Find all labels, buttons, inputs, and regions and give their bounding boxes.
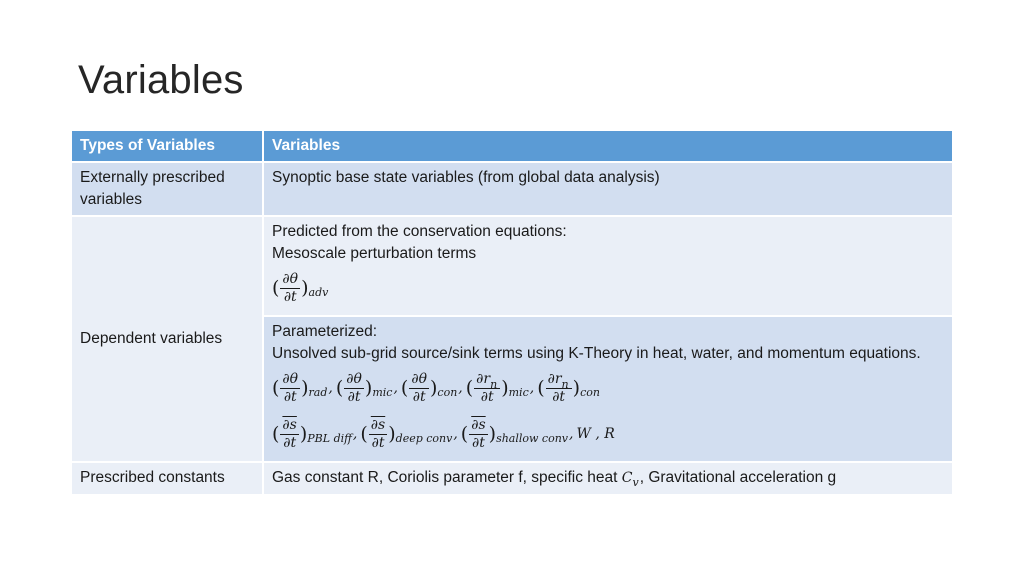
term-deep-sub: deep conv — [395, 432, 453, 445]
terms-row2: ( $\frac{\partial s}{\partial t}$ ) PBL diff , ( $\frac{\partial s}{\partial t}$ ) deep conv , ( $\frac{\partial s}{\partial t}$ ) shallow conv , W , R — [272, 416, 615, 451]
table-row — [71, 462, 953, 495]
term-rn-mic-num-sub: n — [490, 377, 498, 391]
term-deep-num: ∂s — [370, 416, 386, 433]
adv-den: ∂t — [283, 288, 297, 305]
table-row — [71, 162, 953, 216]
row-dependent-parameterized — [263, 316, 953, 462]
term-w-r: W , R — [576, 426, 615, 442]
cv-sub: v — [632, 476, 639, 489]
adv-term: ( $\frac{\partial\theta}{\partial t}$ ) adv — [272, 270, 329, 305]
row-constants-type: Prescribed constants — [71, 462, 263, 495]
term-con-sub: con — [437, 386, 458, 399]
term-con-den: ∂t — [412, 388, 426, 405]
predicted-line1: Predicted from the conservation equations: — [272, 223, 567, 240]
header-types: Types of Variables — [71, 130, 263, 162]
term-rn-mic-num: ∂r — [476, 370, 491, 387]
header-variables: Variables — [263, 130, 953, 162]
term-shallow-num: ∂s — [471, 416, 486, 433]
predicted-line2: Mesoscale perturbation terms — [272, 245, 477, 262]
variables-table — [70, 129, 954, 496]
row-dependent-predicted — [263, 216, 953, 316]
term-pbl-den: ∂t — [283, 434, 297, 451]
term-rad-num: ∂θ — [282, 370, 299, 387]
term-shallow-den: ∂t — [472, 434, 485, 451]
term-pbl-num: ∂s — [282, 416, 297, 433]
term-mic-den: ∂t — [347, 388, 361, 405]
constants-text-after: , Gravitational acceleration g — [639, 469, 837, 486]
slide-title: Variables — [78, 58, 244, 102]
term-mic-num: ∂θ — [346, 370, 362, 387]
term-mic-sub: mic — [372, 386, 393, 399]
term-con-num: ∂θ — [411, 370, 427, 387]
header-row — [71, 130, 953, 162]
term-shallow-sub: shallow conv — [496, 432, 569, 445]
param-line1: Parameterized: — [272, 323, 378, 340]
param-line2: Unsolved sub-grid source/sink terms using K-Theory in heat, water, and momentum equations. — [272, 345, 921, 362]
term-rn-con-num: ∂r — [547, 370, 562, 387]
row-externally-type: Externally prescribed variables — [71, 162, 263, 216]
term-rn-con-sub: con — [580, 386, 600, 399]
row-dependent-type: Dependent variables — [71, 216, 263, 462]
term-deep-den: ∂t — [371, 434, 385, 451]
table-row — [71, 216, 953, 316]
row-externally-value: Synoptic base state variables (from global data analysis) — [263, 162, 953, 216]
cv-main: C — [621, 470, 633, 486]
terms-row1: ( $\frac{\partial\theta}{\partial t}$ ) rad , ( $\frac{\partial\theta}{\partial t}$ ) mic , ( $\frac{\partial\theta}{\partial t}$ ) con , ( $\frac{\partial r_n}{\partial t}$ ) mic , ( $\frac{\partial r_n}{\partial t}$ ) con — [272, 370, 600, 405]
term-pbl-sub: PBL diff — [307, 432, 352, 445]
term-rn-con-den: ∂t — [552, 388, 566, 405]
term-rad-den: ∂t — [283, 388, 297, 405]
constants-text-before: Gas constant R, Coriolis parameter f, specific heat — [272, 469, 622, 486]
term-rn-mic-den: ∂t — [480, 388, 494, 405]
term-rad-sub: rad — [308, 386, 328, 399]
term-rn-con-num-sub: n — [561, 377, 569, 391]
adv-sub: adv — [308, 286, 329, 299]
row-constants-value — [263, 462, 953, 495]
adv-num: ∂θ — [282, 270, 299, 287]
term-rn-mic-sub: mic — [508, 386, 529, 399]
